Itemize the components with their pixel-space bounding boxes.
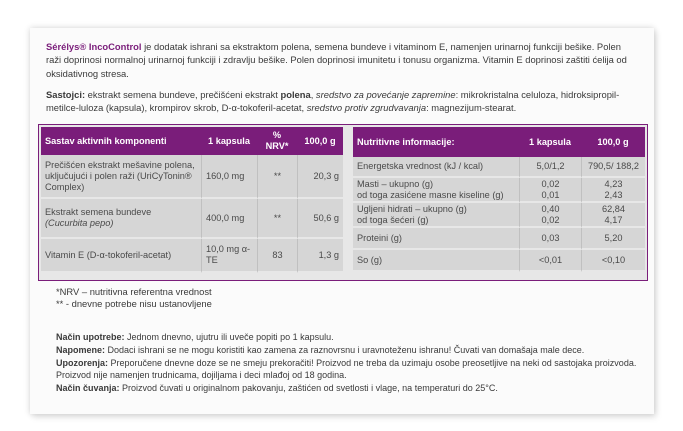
product-description: [46, 40, 638, 80]
component-name-cell: [41, 199, 201, 239]
component-name: Vitamin E (D-α-tokoferil-acetat): [41, 239, 201, 273]
nutrient-name-cell: [353, 178, 519, 203]
ingredients-label: Sastojci:: [46, 89, 86, 100]
per100-value: 1,3 g: [297, 239, 343, 273]
capsule-value: <0,01: [519, 250, 581, 272]
table-row: [353, 228, 645, 250]
description-text: je dodatak ishrani sa ekstraktom polena, semena bundeve i vitaminom E, namenjen urinarnoj funkciji bešike. Polen raži doprinosi normalnoj urinarnoj funkciji i zdravlju bešike. Polen doprinosi imunitetu i tonusu organizma. Vitamin E doprinosi zaštiti ćelija od oksidativnog stresa.: [46, 41, 627, 79]
nrv-value: **: [257, 199, 297, 239]
tables-frame: [38, 124, 648, 281]
capsule-value: 0,40: [541, 203, 560, 214]
nutrient-name: Proteini (g): [353, 228, 519, 250]
nutrient-name: Ugljeni hidrati – ukupno (g): [357, 203, 467, 214]
capsule-value: 10,0 mg α-TE: [201, 239, 257, 273]
table-row: [353, 178, 645, 203]
column-header: Sastav aktivnih komponenti: [41, 127, 201, 155]
capsule-value: 5,0/1,2: [519, 157, 581, 178]
column-header: 100,0 g: [297, 127, 343, 155]
nutrition-table: [353, 127, 645, 272]
column-header: % NRV*: [257, 127, 297, 155]
per100-value-cell: [581, 178, 645, 203]
capsule-value: 0,01: [541, 189, 560, 200]
capsule-value: 0,02: [541, 178, 560, 189]
footnote-requirements: ** - dnevne potrebe nisu ustanovljene: [56, 298, 212, 309]
nutrient-name: Masti – ukupno (g): [357, 178, 434, 189]
column-header: 1 kapsula: [519, 127, 581, 157]
nutrient-name: So (g): [353, 250, 519, 272]
per100-value: 62,84: [602, 203, 625, 214]
table-row: [353, 203, 645, 228]
brand-name: Sérélys® IncoControl: [46, 41, 142, 52]
capsule-value: 0,02: [541, 214, 560, 225]
capsule-value-cell: [519, 178, 581, 203]
per100-value: <0,10: [581, 250, 645, 272]
table-header-row: [41, 127, 343, 155]
table-row: [353, 250, 645, 272]
table-footnotes: [56, 286, 212, 310]
ingredients-text: ekstrakt semena bundeve, prečišćeni ekstrakt: [85, 89, 281, 100]
capsule-value: 160,0 mg: [201, 155, 257, 199]
table-row: [41, 239, 343, 273]
active-components-table: [41, 127, 343, 273]
ingredients-text: : mikrokristalna celuloza, hidroksipropil-metilce-luloza (kapsula), krompirov skrob, D-α-tokoferil-acetat,: [46, 89, 620, 114]
per100-value: 50,6 g: [297, 199, 343, 239]
component-name: Ekstrakt semena bundeve: [45, 207, 152, 217]
nutrient-name-cell: [353, 203, 519, 228]
per100-value: 790,5/ 188,2: [581, 157, 645, 178]
table-row: [353, 157, 645, 178]
capsule-value-cell: [519, 203, 581, 228]
ingredients-italic: sredstvo za povećanje zapremine: [315, 89, 456, 100]
per100-value-cell: [581, 203, 645, 228]
ingredients-bold: polena: [280, 89, 311, 100]
storage-text: Proizvod čuvati u originalnom pakovanju, zaštićen od svetlosti i vlage, na temperaturi do 25°C.: [119, 383, 498, 394]
capsule-value: 400,0 mg: [201, 199, 257, 239]
warnings-text: Preporučene dnevne doze se ne smeju prekoračiti! Proizvod ne treba da uzimaju osobe preosetljive na neki od sastojaka proizvoda. Proizvod nije namenjen trudnicama, dojiljama i deci mlađoj od 18 godina.: [56, 357, 637, 381]
per100-value: 4,23: [604, 178, 623, 189]
column-header: 100,0 g: [581, 127, 645, 157]
storage-label: Način čuvanja:: [56, 383, 120, 394]
ingredients-text: ,: [310, 89, 316, 100]
capsule-value: 0,03: [519, 228, 581, 250]
usage-label: Način upotrebe:: [56, 332, 125, 342]
component-latin-name: (Cucurbita pepo): [45, 218, 114, 228]
ingredients: [46, 88, 638, 115]
nrv-value: **: [257, 155, 297, 199]
component-name: Prečišćen ekstrakt mešavine polena, uključujući i polen raži (UriCyTonin® Complex): [41, 155, 201, 199]
usage-text: Jednom dnevno, ujutru ili uveče popiti po 1 kapsulu.: [124, 332, 334, 342]
column-header: 1 kapsula: [201, 127, 257, 155]
table-header-row: [353, 127, 645, 157]
nutrient-subname: od toga šećeri (g): [357, 214, 429, 225]
per100-value: 20,3 g: [297, 155, 343, 199]
footnote-nrv: *NRV – nutritivna referentna vrednost: [56, 286, 212, 297]
notes-text: Dodaci ishrani se ne mogu koristiti kao zamena za raznovrsnu i uravnoteženu ishranu! Čuvati van domašaja male dece.: [105, 344, 585, 355]
column-header: Nutritivne informacije:: [353, 127, 519, 157]
per100-value: 5,20: [581, 228, 645, 250]
product-label: [30, 28, 654, 414]
per100-value: 4,17: [604, 214, 623, 225]
warnings-label: Upozorenja:: [56, 357, 109, 368]
table-row: [41, 155, 343, 199]
per100-value: 2,43: [604, 189, 623, 200]
ingredients-text: : magnezijum-stearat.: [426, 102, 517, 114]
table-row: [41, 199, 343, 239]
usage-instructions: [56, 331, 644, 395]
nutrient-subname: od toga zasićene masne kiseline (g): [357, 189, 504, 200]
nutrient-name: Energetska vrednost (kJ / kcal): [353, 157, 519, 178]
notes-label: Napomene:: [56, 344, 106, 355]
ingredients-italic: sredstvo protiv zgrudvavanja: [306, 102, 427, 114]
nrv-value: 83: [257, 239, 297, 273]
